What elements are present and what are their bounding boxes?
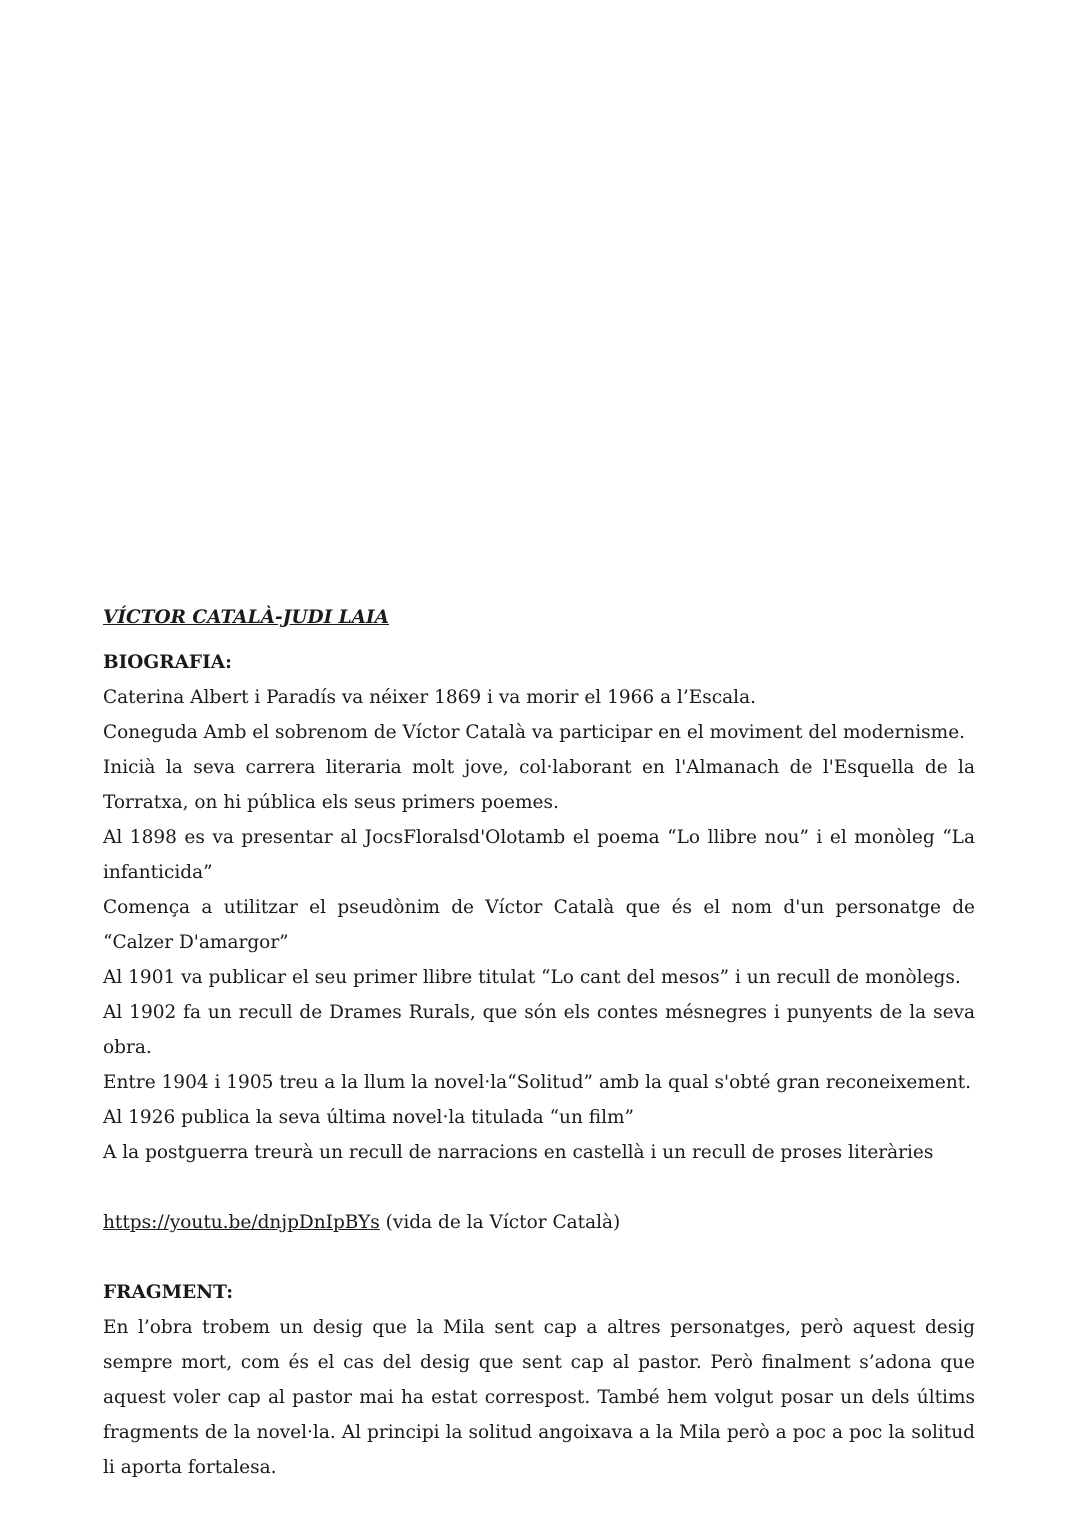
biography-paragraph: Al 1926 publica la seva última novel·la titulada “un film” (103, 1107, 634, 1128)
biography-paragraph: Al 1898 es va presentar al JocsFloralsd'Olotamb el poema “Lo llibre nou” i el monòleg “La infanticida” (103, 827, 975, 883)
biography-paragraph: Coneguda Amb el sobrenom de Víctor Català va participar en el moviment del modernisme. (103, 722, 966, 743)
document-body (103, 600, 975, 1485)
fragment-heading: FRAGMENT: (103, 1282, 234, 1303)
biography-paragraph: Comença a utilitzar el pseudònim de Víctor Català que és el nom d'un personatge de “Calzer D'amargor” (103, 897, 975, 953)
spacer (103, 1240, 975, 1275)
spacer (103, 1170, 975, 1205)
biography-paragraph: Al 1901 va publicar el seu primer llibre titulat “Lo cant del mesos” i un recull de monòlegs. (103, 967, 961, 988)
video-reference (103, 1205, 975, 1240)
fragment-paragraph: En l’obra trobem un desig que la Mila sent cap a altres personatges, però aquest desig sempre mort, com és el cas del desig que sent cap al pastor. Però finalment s’adona que aquest voler cap al pastor mai ha estat correspost. També hem volgut posar un dels últims fragments de la novel·la. Al principi la solitud angoixava a la Mila però a poc a poc la solitud li aporta fortalesa. (103, 1317, 975, 1478)
video-link[interactable]: https://youtu.be/dnjpDnIpBYs (103, 1212, 380, 1233)
video-note: (vida de la Víctor Català) (379, 1212, 621, 1233)
document-title: VÍCTOR CATALÀ-JUDI LAIA (103, 607, 390, 628)
biography-paragraph: Caterina Albert i Paradís va néixer 1869 i va morir el 1966 a l’Escala. (103, 687, 756, 708)
biography-paragraph: Al 1902 fa un recull de Drames Rurals, que són els contes mésnegres i punyents de la seva obra. (103, 1002, 975, 1058)
biography-heading: BIOGRAFIA: (103, 652, 232, 673)
biography-paragraph: Entre 1904 i 1905 treu a la llum la novel·la“Solitud” amb la qual s'obté gran reconeixement. (103, 1072, 972, 1093)
biography-paragraph: Inicià la seva carrera literaria molt jove, col·laborant en l'Almanach de l'Esquella de la Torratxa, on hi pública els seus primers poemes. (103, 757, 975, 813)
biography-paragraph: A la postguerra treurà un recull de narracions en castellà i un recull de proses literàries (103, 1142, 934, 1163)
